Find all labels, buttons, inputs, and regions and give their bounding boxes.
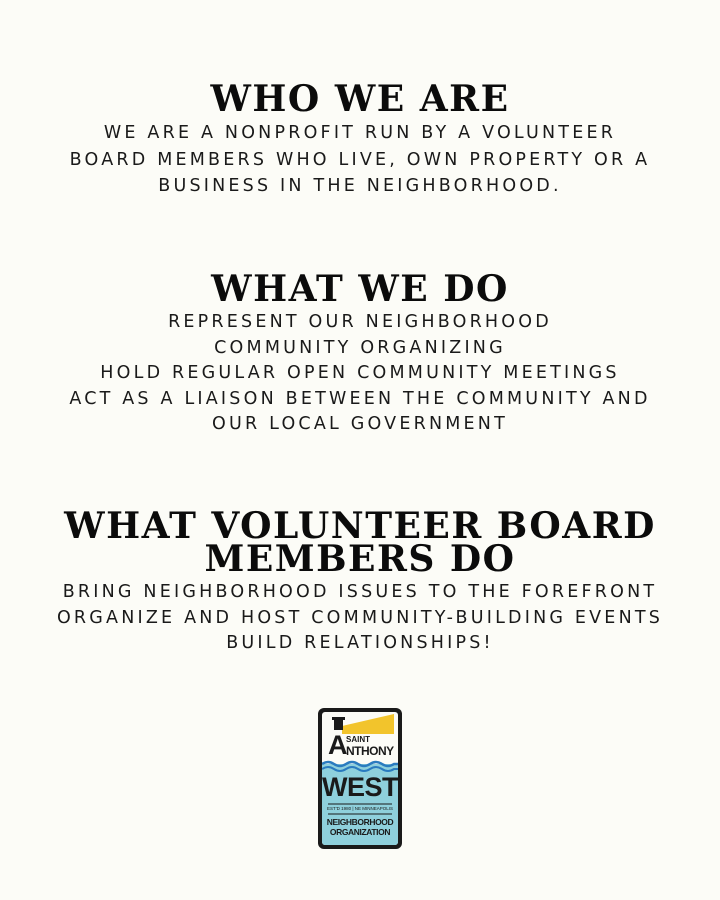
text-line: BOARD MEMBERS WHO LIVE, OWN PROPERTY OR A: [69, 149, 651, 170]
list-item: BUILD RELATIONSHIPS!: [226, 633, 494, 653]
saint-anthony-west-logo: [318, 708, 402, 849]
who-we-are-heading: WHO WE ARE: [210, 78, 510, 120]
what-we-do-list: [0, 310, 720, 438]
list-item: ORGANIZE AND HOST COMMUNITY-BUILDING EVENTS: [56, 607, 664, 628]
list-item: OUR LOCAL GOVERNMENT: [212, 414, 508, 434]
logo-west: WEST: [322, 772, 398, 802]
list-item: HOLD REGULAR OPEN COMMUNITY MEETINGS: [100, 363, 620, 383]
board-members-list: [0, 580, 720, 657]
logo-big-a: A: [328, 730, 348, 760]
list-item: ACT AS A LIAISON BETWEEN THE COMMUNITY AND: [69, 388, 651, 409]
list-item: BRING NEIGHBORHOOD ISSUES TO THE FOREFRONT: [62, 582, 658, 602]
heading-line: WHAT VOLUNTEER BOARD: [64, 505, 656, 547]
what-we-do-section: [0, 268, 720, 438]
logo-nthony: NTHONY: [346, 744, 394, 758]
heading-line: MEMBERS DO: [204, 538, 516, 580]
what-we-do-heading: WHAT WE DO: [211, 268, 509, 310]
list-item: COMMUNITY ORGANIZING: [214, 337, 506, 358]
list-item: REPRESENT OUR NEIGHBORHOOD: [168, 312, 552, 332]
board-members-heading: [0, 505, 720, 580]
logo-organization: ORGANIZATION: [329, 827, 391, 837]
text-line: BUSINESS IN THE NEIGHBORHOOD.: [158, 176, 562, 196]
logo-established: EST'D 1980 | NE MINNEAPOLIS: [326, 806, 394, 811]
logo-panel: [322, 712, 398, 845]
board-members-section: [0, 505, 720, 657]
text-line: WE ARE A NONPROFIT RUN BY A VOLUNTEER: [103, 123, 617, 143]
logo-saint: SAINT: [346, 735, 370, 744]
who-we-are-section: [0, 78, 720, 200]
who-we-are-text: [0, 120, 720, 200]
logo-neighborhood: NEIGHBORHOOD: [326, 817, 394, 827]
